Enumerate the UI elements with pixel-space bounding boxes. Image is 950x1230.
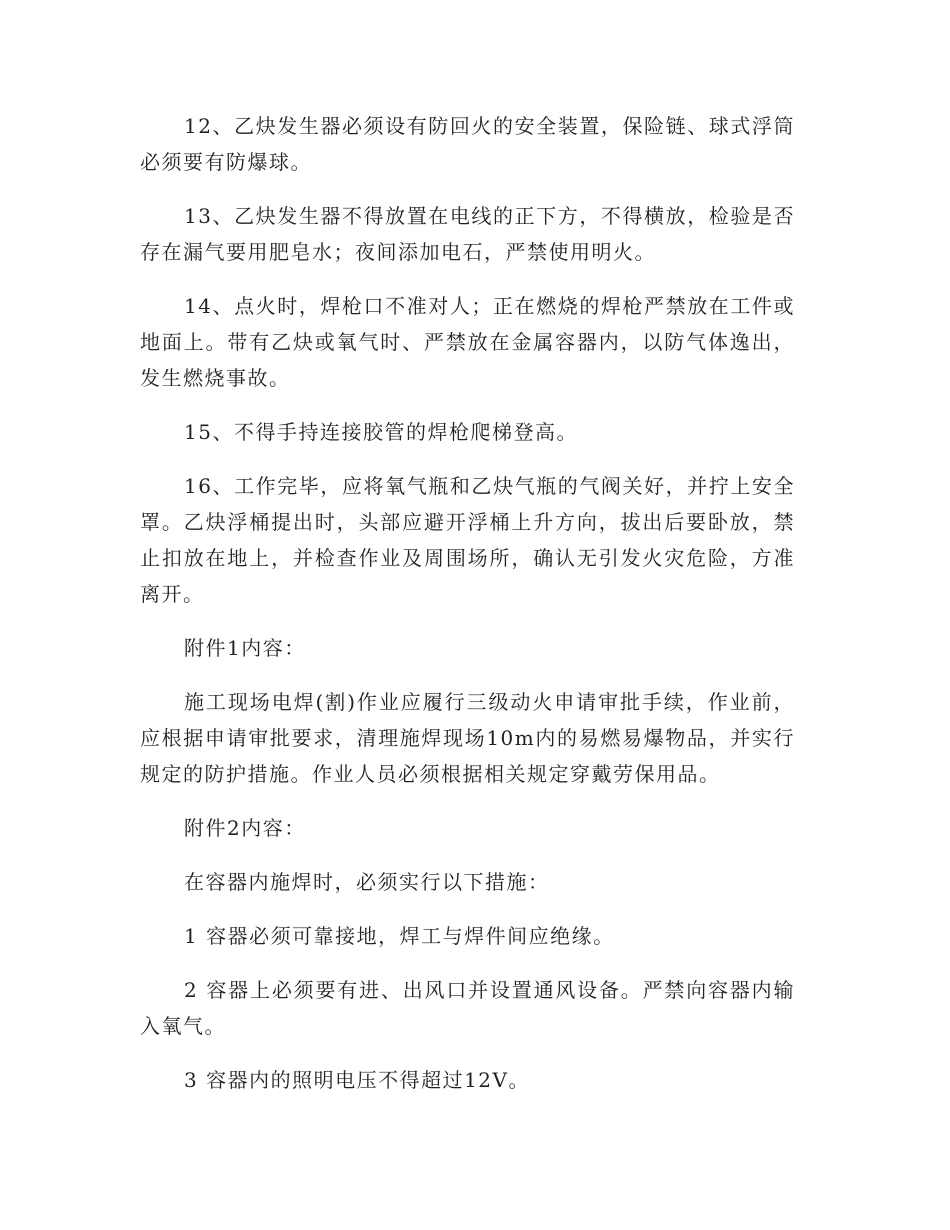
paragraph-item-13: 13、乙炔发生器不得放置在电线的正下方，不得横放，检验是否存在漏气要用肥皂水；夜间添加电石，严禁使用明火。 (140, 204, 795, 264)
paragraph-item-14: 14、点火时，焊枪口不准对人；正在燃烧的焊枪严禁放在工件或地面上。带有乙炔或氧气时、严禁放在金属容器内，以防气体逸出，发生燃烧事故。 (140, 294, 795, 390)
document-body (140, 108, 795, 1116)
paragraph-item-15: 15、不得手持连接胶管的焊枪爬梯登高。 (184, 420, 578, 444)
attachment-2-intro: 在容器内施焊时，必须实行以下措施： (184, 870, 550, 894)
attachment-1-content: 施工现场电焊(割)作业应履行三级动火申请审批手续，作业前，应根据申请审批要求，清理施焊现场10m内的易燃易爆物品，并实行规定的防护措施。作业人员必须根据相关规定穿戴劳保用品。 (140, 690, 795, 786)
measure-item-2: 2 容器上必须要有进、出风口并设置通风设备。严禁向容器内输入氧气。 (140, 978, 795, 1038)
paragraph-item-12: 12、乙炔发生器必须设有防回火的安全装置，保险链、球式浮筒必须要有防爆球。 (140, 114, 795, 174)
measure-item-3: 3 容器内的照明电压不得超过12V。 (184, 1068, 530, 1092)
paragraph-item-16: 16、工作完毕，应将氧气瓶和乙炔气瓶的气阀关好，并拧上安全罩。乙炔浮桶提出时，头部应避开浮桶上升方向，拔出后要卧放，禁止扣放在地上，并检查作业及周围场所，确认无引发火灾危险，方准离开。 (140, 474, 795, 606)
attachment-1-heading: 附件1内容： (184, 636, 306, 660)
attachment-2-heading: 附件2内容： (184, 816, 306, 840)
measure-item-1: 1 容器必须可靠接地，焊工与焊件间应绝缘。 (184, 924, 615, 948)
